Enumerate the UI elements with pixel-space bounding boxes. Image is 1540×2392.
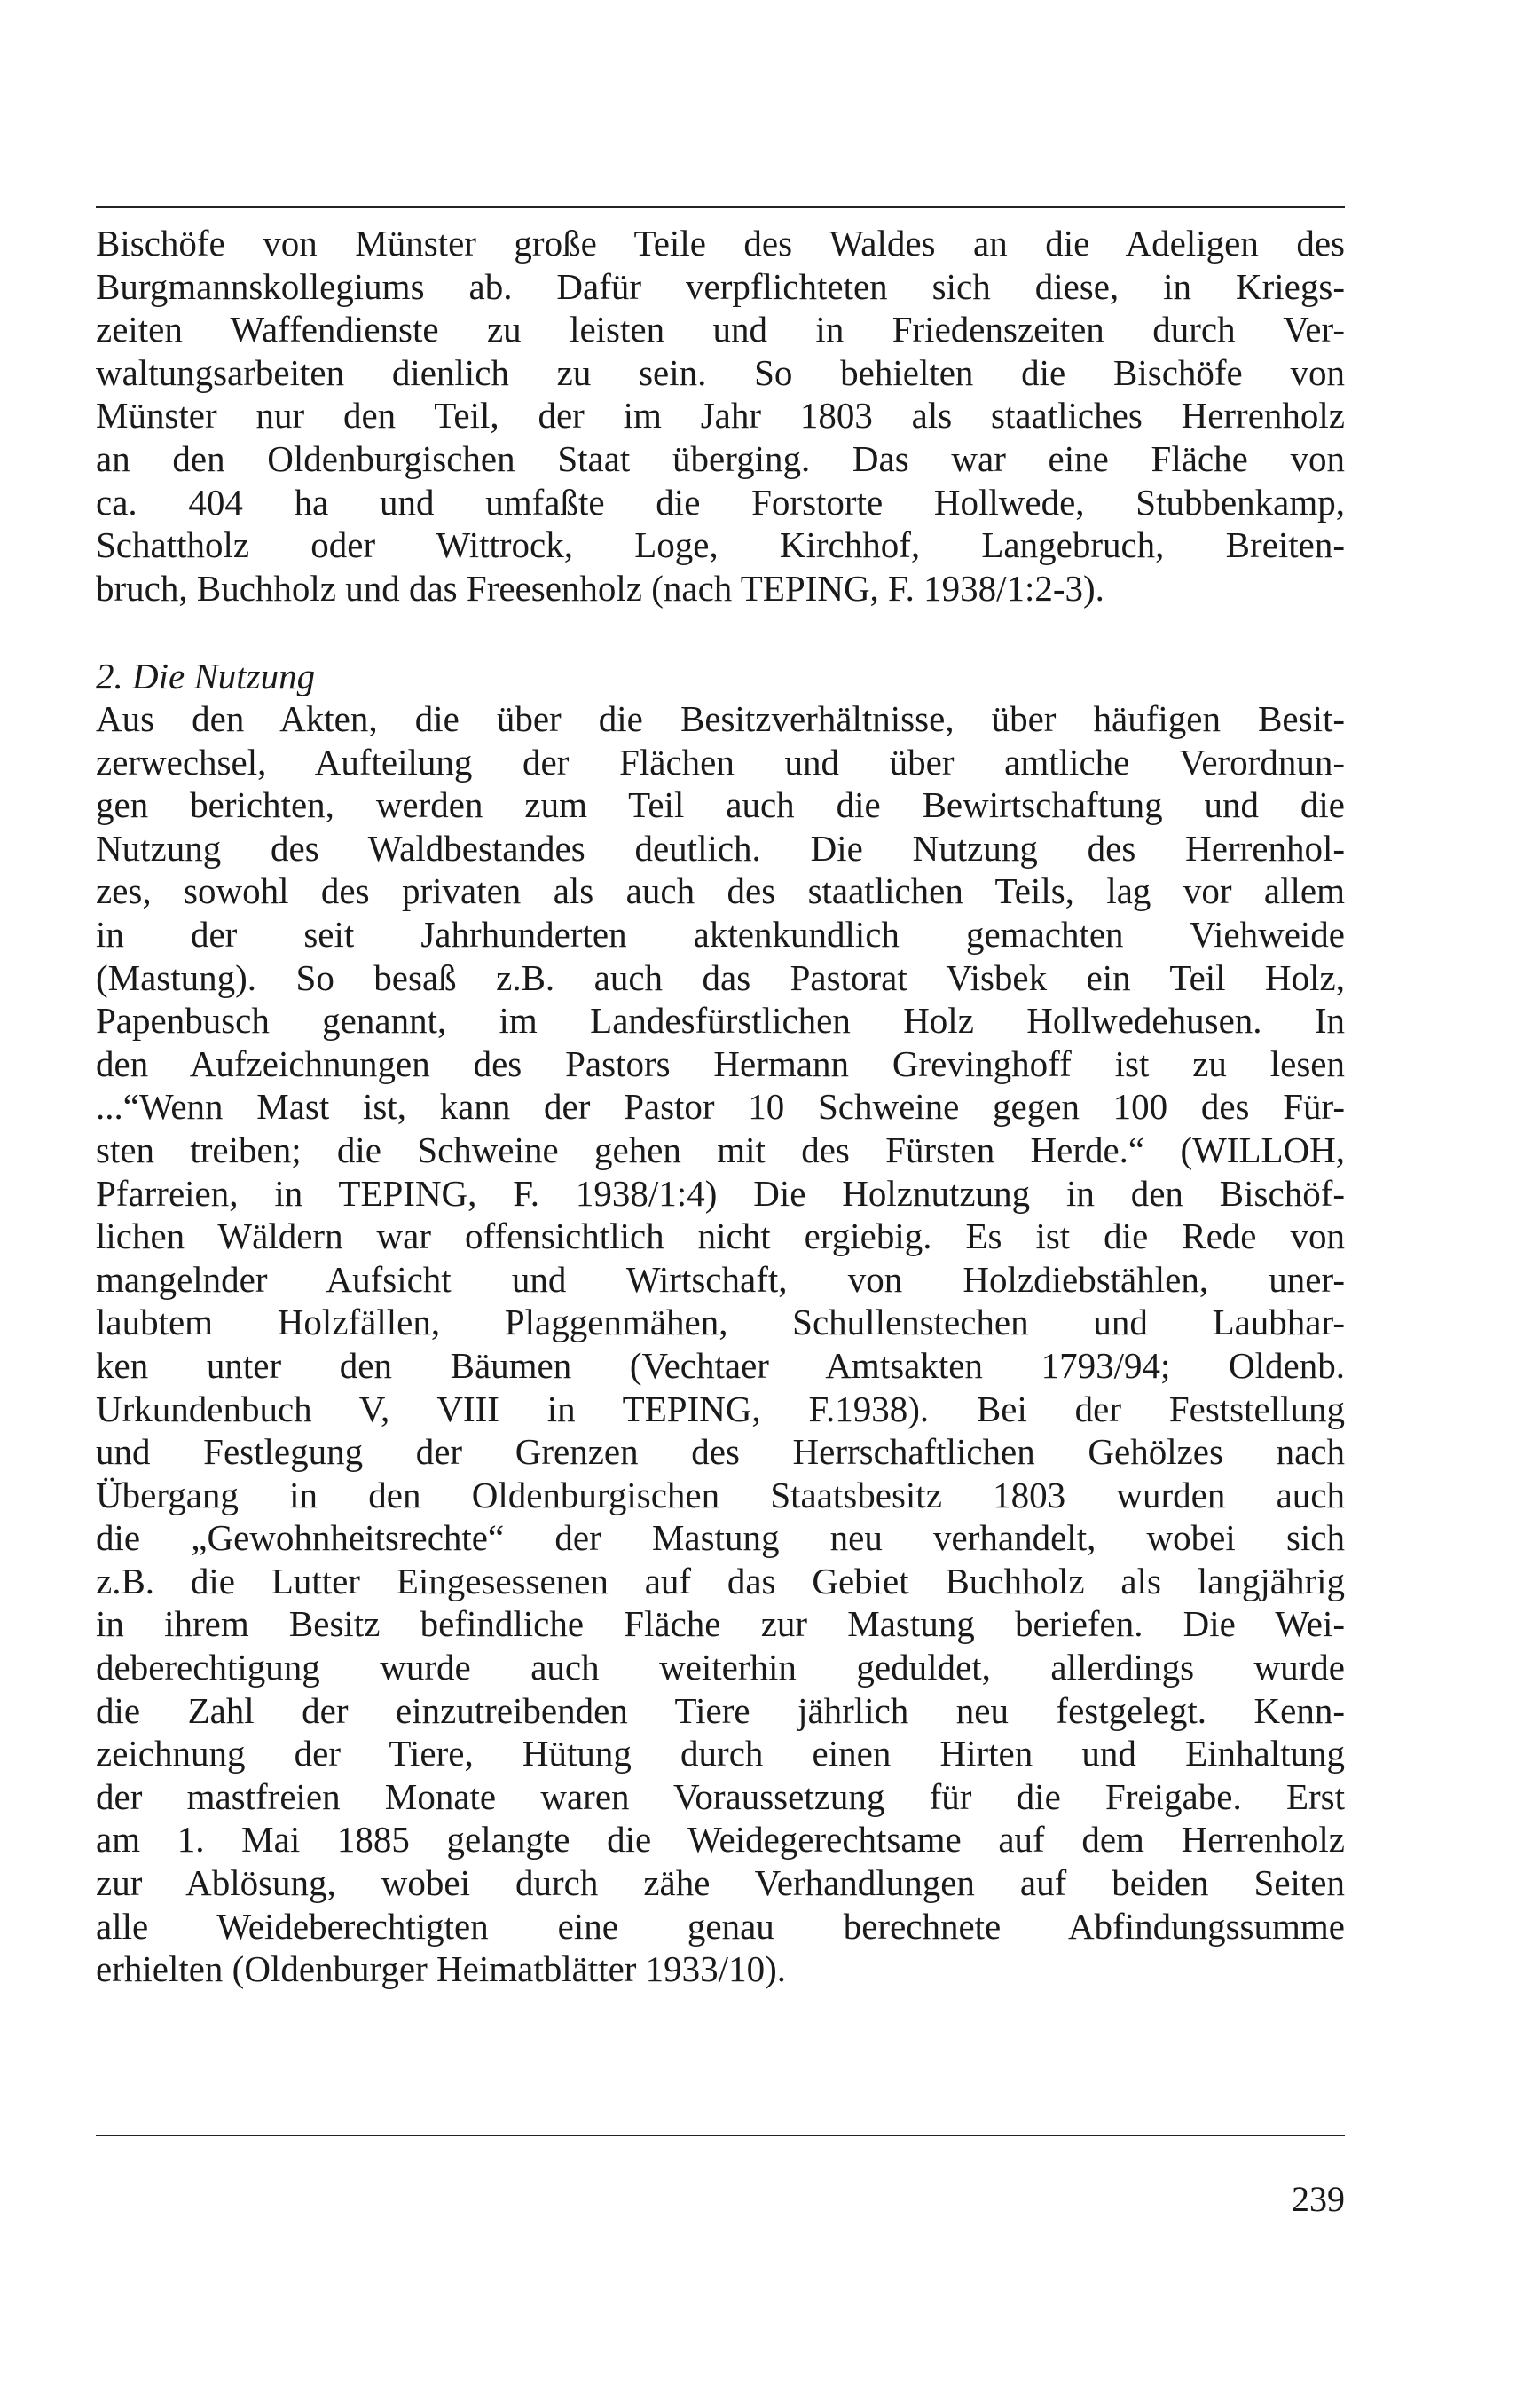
- text-line: in der seit Jahrhunderten aktenkundlich gemachten Viehweide: [96, 913, 1345, 955]
- text-line: Nutzung des Waldbestandes deutlich. Die Nutzung des Herrenhol-: [96, 827, 1345, 869]
- text-line: den Aufzeichnungen des Pastors Hermann Grevinghoff ist zu lesen: [96, 1043, 1345, 1084]
- text-line: Übergang in den Oldenburgischen Staatsbesitz 1803 wurden auch: [96, 1474, 1345, 1515]
- text-line: zerwechsel, Aufteilung der Flächen und über amtliche Verordnun-: [96, 741, 1345, 783]
- text-line: ca. 404 ha und umfaßte die Forstorte Hollwede, Stubbenkamp,: [96, 481, 1345, 523]
- text-line: mangelnder Aufsicht und Wirtschaft, von Holzdiebstählen, uner-: [96, 1258, 1345, 1300]
- text-line: Burgmannskollegiums ab. Dafür verpflichteten sich diese, in Kriegs-: [96, 265, 1345, 307]
- section-heading-text: 2. Die Nutzung: [96, 656, 316, 696]
- text-line: erhielten (Oldenburger Heimatblätter 1933/10).: [96, 1948, 786, 1990]
- text-line: am 1. Mai 1885 gelangte die Weidegerechtsame auf dem Herrenholz: [96, 1819, 1345, 1861]
- text-line: in ihrem Besitz befindliche Fläche zur Mastung beriefen. Die Wei-: [96, 1603, 1345, 1645]
- text-line: (Mastung). So besaß z.B. auch das Pastorat Visbek ein Teil Holz,: [96, 956, 1345, 998]
- text-line: ken unter den Bäumen (Vechtaer Amtsakten 1793/94; Oldenb.: [96, 1344, 1345, 1386]
- text-line: bruch, Buchholz und das Freesenholz (nach TEPING, F. 1938/1:2-3).: [96, 567, 1104, 609]
- text-line: zur Ablösung, wobei durch zähe Verhandlungen auf beiden Seiten: [96, 1862, 1345, 1904]
- text-line: der mastfreien Monate waren Voraussetzung für die Freigabe. Erst: [96, 1775, 1345, 1817]
- text-line: Papenbusch genannt, im Landesfürstlichen Holz Hollwedehusen. In: [96, 1000, 1345, 1042]
- text-line: sten treiben; die Schweine gehen mit des Fürsten Herde.“ (WILLOH,: [96, 1129, 1345, 1170]
- text-line: die Zahl der einzutreibenden Tiere jährlich neu festgelegt. Kenn-: [96, 1689, 1345, 1731]
- bottom-rule: [96, 2135, 1345, 2136]
- text-line: laubtem Holzfällen, Plaggenmähen, Schullenstechen und Laubhar-: [96, 1302, 1345, 1343]
- text-line: alle Weideberechtigten eine genau berechnete Abfindungssumme: [96, 1905, 1345, 1947]
- text-line: und Festlegung der Grenzen des Herrschaftlichen Gehölzes nach: [96, 1431, 1345, 1473]
- text-line: Bischöfe von Münster große Teile des Waldes an die Adeligen des: [96, 223, 1345, 264]
- text-line: deberechtigung wurde auch weiterhin geduldet, allerdings wurde: [96, 1647, 1345, 1688]
- text-line: Urkundenbuch V, VIII in TEPING, F.1938). Bei der Feststellung: [96, 1388, 1345, 1429]
- text-line: die „Gewohnheitsrechte“ der Mastung neu verhandelt, wobei sich: [96, 1517, 1345, 1559]
- text-line: lichen Wäldern war offensichtlich nicht ergiebig. Es ist die Rede von: [96, 1216, 1345, 1257]
- text-line: z.B. die Lutter Eingesessenen auf das Gebiet Buchholz als langjährig: [96, 1560, 1345, 1601]
- text-line: ...“Wenn Mast ist, kann der Pastor 10 Schweine gegen 100 des Für-: [96, 1086, 1345, 1128]
- text-line: waltungsarbeiten dienlich zu sein. So behielten die Bischöfe von: [96, 351, 1345, 393]
- text-line: Pfarreien, in TEPING, F. 1938/1:4) Die Holznutzung in den Bischöf-: [96, 1172, 1345, 1214]
- text-line: gen berichten, werden zum Teil auch die Bewirtschaftung und die: [96, 784, 1345, 826]
- text-line: Aus den Akten, die über die Besitzverhältnisse, über häufigen Besit-: [96, 698, 1345, 739]
- text-line: zeiten Waffendienste zu leisten und in Friedenszeiten durch Ver-: [96, 309, 1345, 350]
- text-line: Schattholz oder Wittrock, Loge, Kirchhof, Langebruch, Breiten-: [96, 524, 1345, 566]
- paragraph-1: [96, 222, 1345, 610]
- text-line: an den Oldenburgischen Staat überging. Das war eine Fläche von: [96, 437, 1345, 479]
- text-line: Münster nur den Teil, der im Jahr 1803 als staatliches Herrenholz: [96, 395, 1345, 437]
- section-heading: [96, 655, 1345, 698]
- page-number: 239: [1292, 2179, 1345, 2219]
- top-rule: [96, 206, 1345, 208]
- text-line: zes, sowohl des privaten als auch des staatlichen Teils, lag vor allem: [96, 870, 1345, 912]
- text-line: zeichnung der Tiere, Hütung durch einen Hirten und Einhaltung: [96, 1733, 1345, 1774]
- paragraph-2: [96, 697, 1345, 1991]
